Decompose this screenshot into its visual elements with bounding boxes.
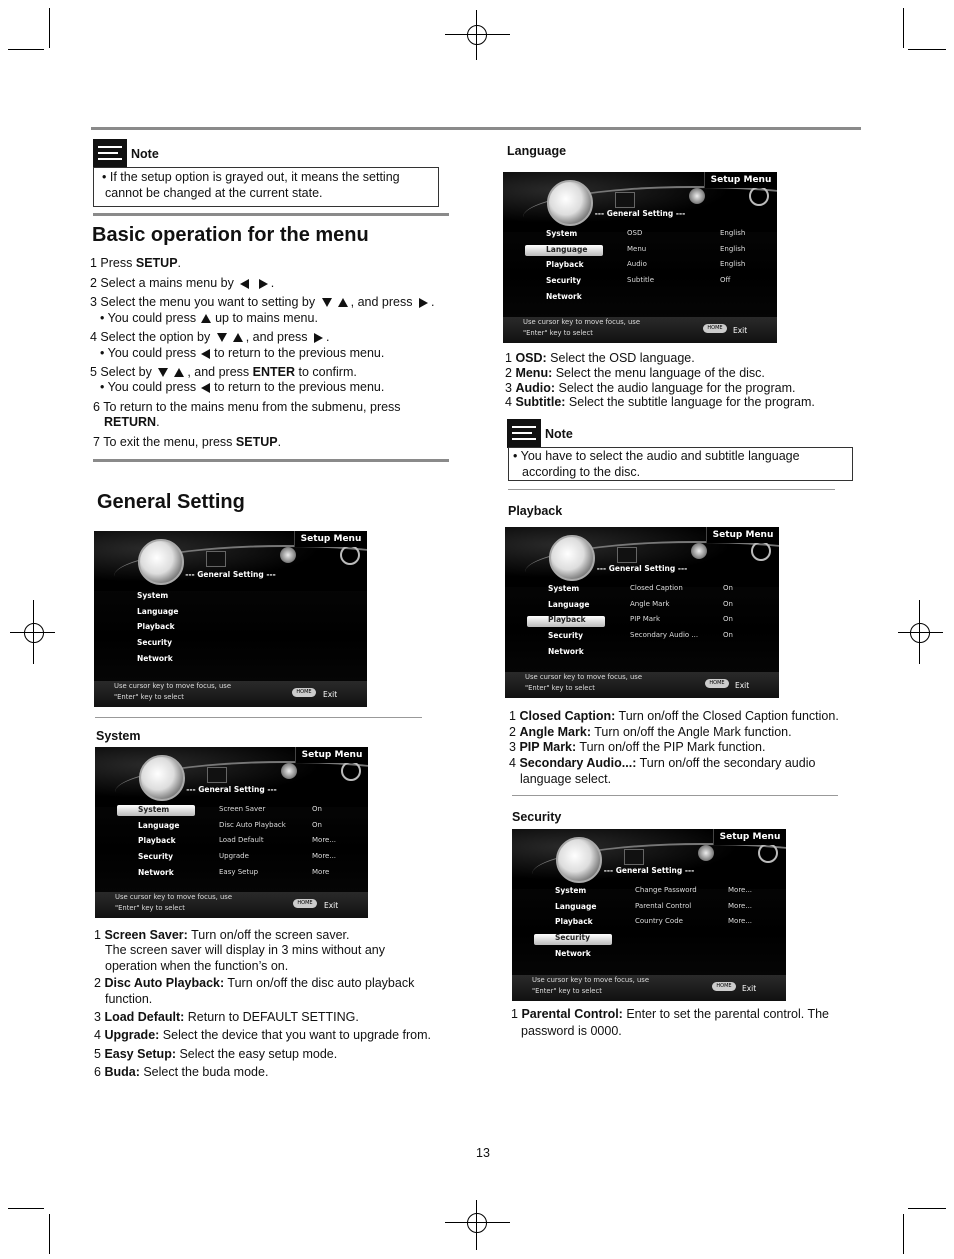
osd-subtitle: --- General Setting --- <box>185 570 276 579</box>
gear-icon <box>139 755 185 801</box>
section-rule <box>93 459 449 462</box>
step-1: 1 Press SETUP. <box>90 256 182 270</box>
osd-footer: Use cursor key to move focus, use "Enter" key to select <box>532 976 650 995</box>
headphones-icon <box>749 186 769 206</box>
section-rule <box>508 489 835 490</box>
osd-screenshot-language <box>503 172 777 343</box>
note-text: cannot be changed at the current state. <box>105 185 323 200</box>
note-box <box>508 447 853 481</box>
gear-icon <box>549 535 595 581</box>
home-button-icon: HOME <box>703 324 727 333</box>
osd-menu: System Language Playback Security Network <box>546 229 588 301</box>
step-5: 5 Select by , and press ENTER to confirm. <box>90 365 357 379</box>
subsection-heading: Language <box>507 144 567 158</box>
up-arrow-icon <box>201 314 211 323</box>
osd-footer: Use cursor key to move focus, use "Enter" key to select <box>523 318 641 337</box>
left-arrow-icon <box>240 279 249 289</box>
step-2: 2 Select a mains menu by . <box>90 276 275 290</box>
osd-screenshot-playback <box>505 527 779 698</box>
language-item: 3 Audio: Select the audio language for the program. <box>505 381 796 395</box>
right-arrow-icon <box>314 333 323 343</box>
osd-screenshot-general <box>94 531 367 707</box>
section-rule <box>512 795 838 796</box>
home-button-icon: HOME <box>712 982 736 991</box>
up-arrow-icon <box>174 368 184 377</box>
language-item: 2 Menu: Select the menu language of the disc. <box>505 366 765 380</box>
home-button-icon: HOME <box>705 679 729 688</box>
osd-exit: Exit <box>324 901 339 910</box>
language-item: 4 Subtitle: Select the subtitle language for the program. <box>505 395 815 409</box>
disc-icon <box>280 547 296 563</box>
headphones-icon <box>758 843 778 863</box>
osd-exit: Exit <box>735 681 750 690</box>
headphones-icon <box>341 761 361 781</box>
osd-menu: System Language Playback Security Network <box>555 886 597 958</box>
playback-item: 4 Secondary Audio...: Turn on/off the secondary audio <box>509 756 816 770</box>
gear-icon <box>556 837 602 883</box>
osd-title: Setup Menu <box>704 172 777 188</box>
osd-values: On On More... More... More <box>312 805 337 876</box>
left-arrow-icon <box>201 349 210 359</box>
system-item: 1 Screen Saver: Turn on/off the screen saver. <box>94 928 350 942</box>
playback-item: 1 Closed Caption: Turn on/off the Closed Caption function. <box>509 709 839 723</box>
gear-icon <box>547 180 593 226</box>
section-heading: General Setting <box>97 491 245 513</box>
osd-subtitle: --- General Setting --- <box>603 866 695 875</box>
step-7: 7 To exit the menu, press SETUP. <box>93 435 282 449</box>
section-rule <box>93 213 449 216</box>
down-arrow-icon <box>217 333 227 342</box>
subsection-heading: Playback <box>508 504 563 518</box>
security-item: password is 0000. <box>521 1024 622 1038</box>
osd-subtitle: --- General Setting --- <box>594 209 686 218</box>
osd-values: More... More... More... <box>728 886 753 926</box>
osd-values: On On On On <box>723 584 733 640</box>
language-item: 1 OSD: Select the OSD language. <box>505 351 695 365</box>
step-5-sub: • You could press to return to the previous menu. <box>100 380 385 394</box>
osd-title: Setup Menu <box>295 747 368 763</box>
osd-options: OSD Menu Audio Subtitle <box>627 229 655 285</box>
system-item: 2 Disc Auto Playback: Turn on/off the disc auto playback <box>94 976 415 990</box>
crop-mark <box>903 1214 904 1254</box>
osd-subtitle: --- General Setting --- <box>186 785 277 794</box>
headphones-icon <box>751 541 771 561</box>
registration-circle <box>910 623 930 643</box>
step-3: 3 Select the menu you want to setting by , and press . <box>90 295 435 309</box>
home-button-icon: HOME <box>292 688 316 697</box>
tv-icon <box>206 551 226 567</box>
step-6-cont: RETURN. <box>104 415 160 429</box>
step-4-sub: • You could press to return to the previous menu. <box>100 346 385 360</box>
page-number: 13 <box>476 1146 490 1160</box>
section-heading: Basic operation for the menu <box>92 224 369 246</box>
osd-footer: Use cursor key to move focus, use "Enter" key to select <box>114 682 232 701</box>
osd-exit: Exit <box>733 326 748 335</box>
disc-icon <box>698 845 714 861</box>
system-item: 3 Load Default: Return to DEFAULT SETTING. <box>94 1010 359 1024</box>
playback-item: 2 Angle Mark: Turn on/off the Angle Mark function. <box>509 725 792 739</box>
step-6: 6 To return to the mains menu from the submenu, press <box>93 400 401 414</box>
note-box <box>93 167 439 207</box>
note-title: Note <box>131 147 159 161</box>
system-item: 6 Buda: Select the buda mode. <box>94 1065 269 1079</box>
osd-title: Setup Menu <box>294 531 367 547</box>
top-rule <box>91 127 861 130</box>
osd-footer: Use cursor key to move focus, use "Enter" key to select <box>115 893 233 912</box>
disc-icon <box>281 763 297 779</box>
playback-item: 3 PIP Mark: Turn on/off the PIP Mark function. <box>509 740 766 754</box>
osd-screenshot-system <box>95 747 368 918</box>
osd-values: English English English Off <box>720 229 746 285</box>
subsection-heading: System <box>96 729 141 743</box>
playback-item: language select. <box>520 772 612 786</box>
registration-circle <box>467 25 487 45</box>
osd-subtitle: --- General Setting --- <box>596 564 688 573</box>
system-item: 4 Upgrade: Select the device that you want to upgrade from. <box>94 1028 431 1042</box>
note-title: Note <box>545 427 573 441</box>
system-item: The screen saver will display in 3 mins without any <box>105 943 385 957</box>
osd-menu: System Language Playback Security Network <box>548 584 590 656</box>
home-button-icon: HOME <box>293 899 317 908</box>
note-icon <box>507 419 541 448</box>
left-arrow-icon <box>201 383 210 393</box>
disc-icon <box>691 543 707 559</box>
step-4: 4 Select the option by , and press . <box>90 330 330 344</box>
crop-mark <box>903 8 904 48</box>
right-arrow-icon <box>259 279 268 289</box>
osd-menu: System Language Playback Security Network <box>138 805 180 877</box>
note-icon <box>93 139 127 168</box>
tv-icon <box>617 547 637 563</box>
tv-icon <box>624 849 644 865</box>
system-item: 5 Easy Setup: Select the easy setup mode. <box>94 1047 338 1061</box>
note-text: • You have to select the audio and subtitle language <box>513 449 800 463</box>
down-arrow-icon <box>158 368 168 377</box>
headphones-icon <box>340 545 360 565</box>
osd-menu: System Language Playback Security Network <box>137 591 179 663</box>
disc-icon <box>689 188 705 204</box>
crop-mark <box>8 1208 44 1209</box>
note-text: • If the setup option is grayed out, it means the setting <box>102 170 400 184</box>
crop-mark <box>908 1208 946 1209</box>
right-arrow-icon <box>419 298 428 308</box>
osd-options: Closed Caption Angle Mark PIP Mark Secondary Audio ... <box>630 584 699 640</box>
up-arrow-icon <box>233 333 243 342</box>
step-3-sub: • You could press up to mains menu. <box>100 311 318 325</box>
osd-title: Setup Menu <box>706 527 779 543</box>
osd-exit: Exit <box>742 984 757 993</box>
crop-mark <box>8 49 44 50</box>
registration-circle <box>467 1213 487 1233</box>
note-text: according to the disc. <box>522 464 641 479</box>
tv-icon <box>207 767 227 783</box>
osd-title: Setup Menu <box>713 829 786 845</box>
osd-exit: Exit <box>323 690 338 699</box>
osd-options: Screen Saver Disc Auto Playback Load Default Upgrade Easy Setup <box>219 805 286 876</box>
up-arrow-icon <box>338 298 348 307</box>
crop-mark <box>49 1214 50 1254</box>
section-rule <box>95 717 422 718</box>
down-arrow-icon <box>322 298 332 307</box>
osd-options: Change Password Parental Control Country Code <box>635 886 697 926</box>
osd-screenshot-security <box>512 829 786 1001</box>
system-item: operation when the function’s on. <box>105 959 289 973</box>
security-item: 1 Parental Control: Enter to set the parental control. The <box>511 1007 829 1021</box>
subsection-heading: Security <box>512 810 562 824</box>
crop-mark <box>49 8 50 48</box>
tv-icon <box>615 192 635 208</box>
registration-circle <box>24 623 44 643</box>
osd-footer: Use cursor key to move focus, use "Enter" key to select <box>525 673 643 692</box>
system-item: function. <box>105 992 153 1006</box>
crop-mark <box>908 49 946 50</box>
